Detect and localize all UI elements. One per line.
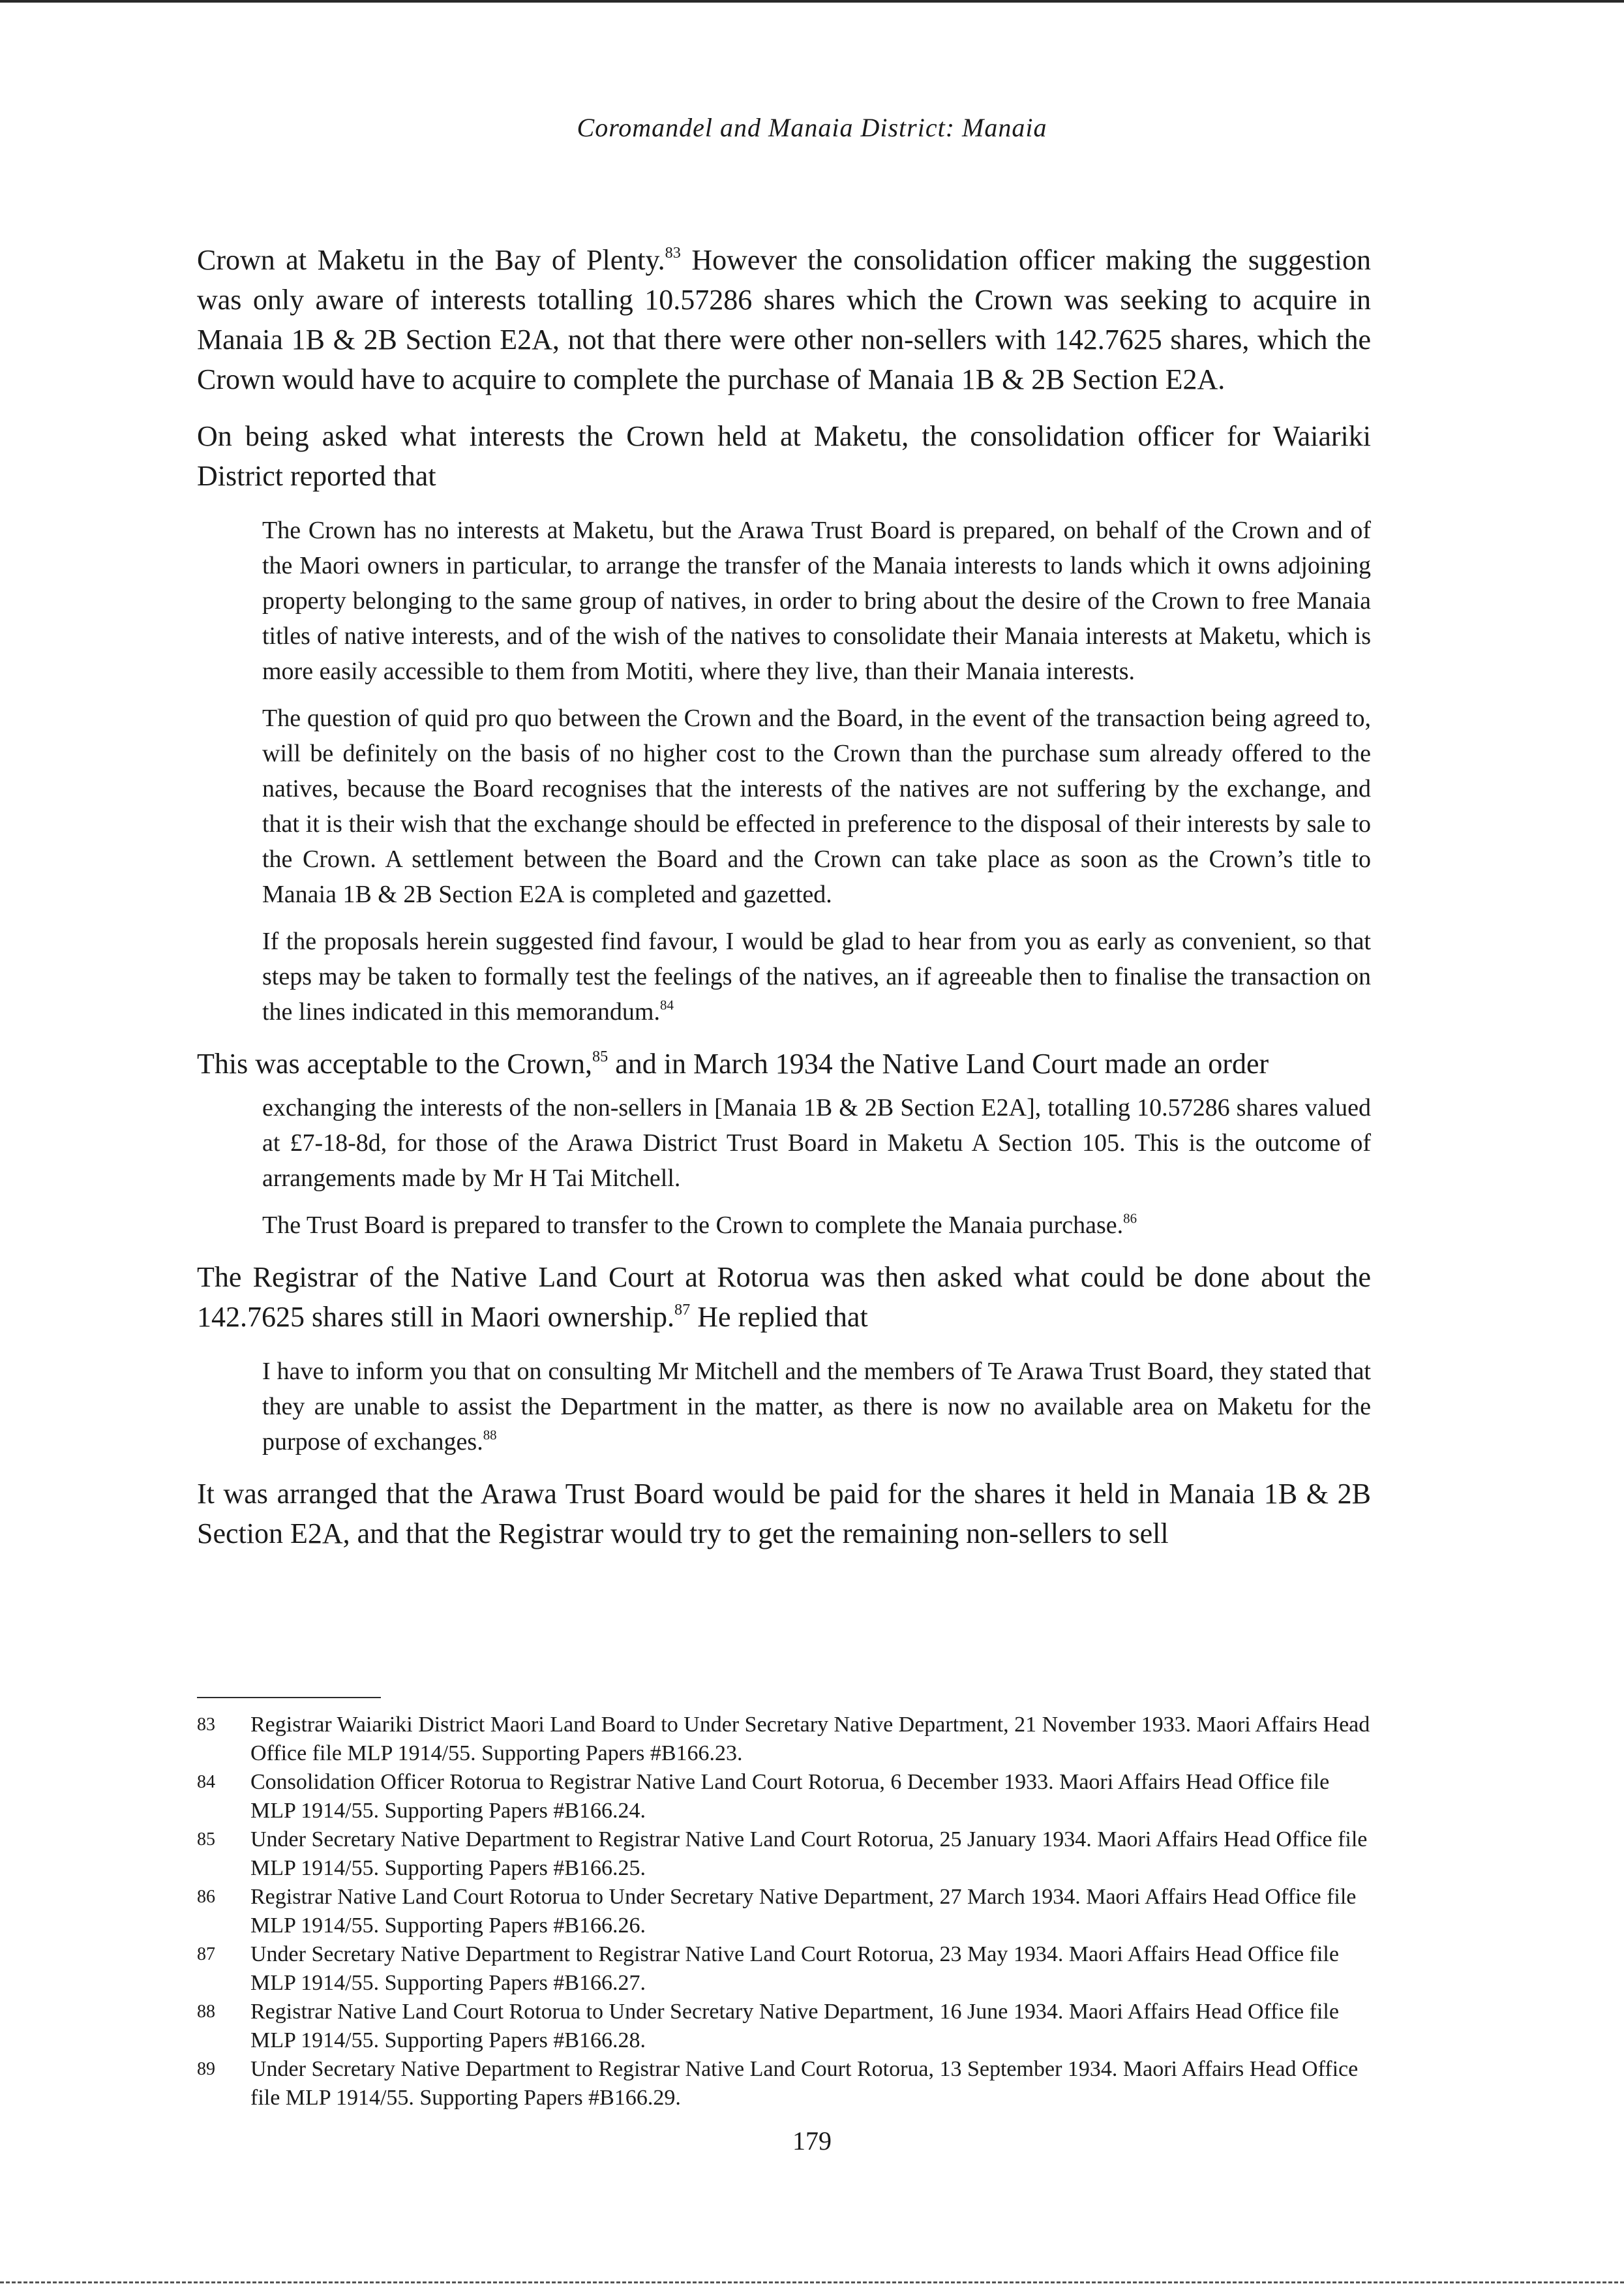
footnotes — [197, 1711, 1371, 2112]
footnote-text: Under Secretary Native Department to Registrar Native Land Court Rotorua, 13 September 1934. Maori Affairs Head Office file MLP 1914/55. Supporting Papers #B166.29. — [250, 2057, 1359, 2110]
paragraph-3 — [197, 1044, 1371, 1084]
quote-paragraph-3-text: If the proposals herein suggested find favour, I would be glad to hear from you as early as convenient, so that steps may be taken to formally test the feelings of the natives, an if agreeable then to finalise the transaction on the lines indicated in this memorandum. — [262, 928, 1371, 1026]
footnote-ref-86[interactable]: 86 — [1123, 1210, 1137, 1227]
page-number: 179 — [792, 2126, 832, 2156]
paragraph-2: On being asked what interests the Crown held at Maketu, the consolidation officer for Waiariki District reported that — [197, 420, 1371, 492]
quote-paragraph-5-text: The Trust Board is prepared to transfer to the Crown to complete the Manaia purchase. — [262, 1212, 1124, 1239]
paragraph-5: It was arranged that the Arawa Trust Board would be paid for the shares it held in Manaia 1B & 2B Section E2A, and that the Registrar would try to get the remaining non-sellers to sell — [197, 1478, 1371, 1549]
paragraph-4 — [197, 1257, 1371, 1337]
quote-paragraph-1: The Crown has no interests at Maketu, but the Arawa Trust Board is prepared, on behalf of the Crown and of the Maori owners in particular, to arrange the transfer of the Manaia interests to lands which it owns adjoining property belonging to the same group of natives, in order to bring about the desire of the Crown to free Manaia titles of native interests, and of the wish of the natives to consolidate their Manaia interests at Maketu, which is more easily accessible to them from Motiti, where they live, than their Manaia interests. — [262, 517, 1371, 685]
paragraph-1-text-b: However the consolidation officer making the suggestion was only aware of interests totalling 10.57286 shares which the Crown was seeking to acquire in Manaia 1B & 2B Section E2A, not that there were other non-sellers with 142.7625 shares, which the Crown would have to acquire to complete the purchase of Manaia 1B & 2B Section E2A. — [197, 244, 1371, 395]
footnote-83 — [197, 1711, 1371, 1768]
footnote-ref-87[interactable]: 87 — [674, 1300, 691, 1318]
quote-paragraph-2: The question of quid pro quo between the Crown and the Board, in the event of the transaction being agreed to, will be definitely on the basis of no higher cost to the Crown than the purchase sum already offered to the natives, because the Board recognises that the interests of the natives are not suffering by the exchange, and that it is their wish that the exchange should be effected in preference to the disposal of their interests by sale to the Crown. A settlement between the Board and the Crown can take place as soon as the Crown’s title to Manaia 1B & 2B Section E2A is completed and gazetted. — [262, 705, 1371, 908]
paragraph-1 — [197, 240, 1371, 399]
footnote-number: 88 — [197, 2002, 215, 2022]
footnote-ref-83[interactable]: 83 — [665, 243, 681, 262]
footnote-89 — [197, 2055, 1371, 2112]
footnote-text: Registrar Native Land Court Rotorua to Under Secretary Native Department, 27 March 1934. Maori Affairs Head Office file MLP 1914/55. Supporting Papers #B166.26. — [250, 1885, 1357, 1938]
footnote-86 — [197, 1883, 1371, 1940]
quote-paragraph-4: exchanging the interests of the non-sellers in [Manaia 1B & 2B Section E2A], totalling 10.57286 shares valued at £7-18-8d, for those of the Arawa District Trust Board in Maketu A Section 105. This is the outcome of arrangements made by Mr H Tai Mitchell. — [262, 1094, 1371, 1192]
footnote-87 — [197, 1940, 1371, 1998]
footnote-text: Registrar Native Land Court Rotorua to Under Secretary Native Department, 16 June 1934. Maori Affairs Head Office file MLP 1914/55. Supporting Papers #B166.28. — [250, 2000, 1339, 2052]
footnote-ref-84[interactable]: 84 — [660, 997, 674, 1013]
footnote-number: 86 — [197, 1887, 215, 1907]
footnote-separator — [197, 1697, 381, 1698]
footnote-84 — [197, 1768, 1371, 1825]
footnote-text: Under Secretary Native Department to Registrar Native Land Court Rotorua, 25 January 1934. Maori Affairs Head Office file MLP 1914/55. Supporting Papers #B166.25. — [250, 1827, 1368, 1880]
bottom-border-rule — [0, 2281, 1624, 2283]
footnote-text: Consolidation Officer Rotorua to Registrar Native Land Court Rotorua, 6 December 1933. Maori Affairs Head Office file MLP 1914/55. Supporting Papers #B166.24. — [250, 1770, 1330, 1823]
footnote-number: 89 — [197, 2059, 215, 2079]
paragraph-3-text-b: and in March 1934 the Native Land Court made an order — [608, 1048, 1269, 1080]
paragraph-4-text-b: He replied that — [690, 1301, 868, 1333]
paragraph-3-text-a: This was acceptable to the Crown, — [197, 1048, 593, 1080]
footnote-ref-85[interactable]: 85 — [592, 1047, 609, 1065]
quote-paragraph-6-text: I have to inform you that on consulting Mr Mitchell and the members of Te Arawa Trust Board, they stated that they are unable to assist the Department in the matter, as there is now no available area on Maketu for the purpose of exchanges. — [262, 1358, 1371, 1455]
footnote-number: 83 — [197, 1714, 215, 1735]
footnote-number: 85 — [197, 1829, 215, 1850]
running-head: Coromandel and Manaia District: Manaia — [577, 113, 1047, 142]
block-quote-1 — [262, 513, 1371, 1029]
body-text — [197, 240, 1371, 1570]
footnote-text: Under Secretary Native Department to Registrar Native Land Court Rotorua, 23 May 1934. Maori Affairs Head Office file MLP 1914/55. Supporting Papers #B166.27. — [250, 1942, 1339, 1995]
paragraph-4-text-a: The Registrar of the Native Land Court at Rotorua was then asked what could be done about the 142.7625 shares still in Maori ownership. — [197, 1261, 1371, 1333]
quote-paragraph-5 — [262, 1208, 1371, 1243]
top-border-rule — [0, 0, 1624, 3]
quote-paragraph-3 — [262, 924, 1371, 1029]
footnote-88 — [197, 1998, 1371, 2055]
footnote-number: 87 — [197, 1944, 215, 1964]
block-quote-2 — [262, 1090, 1371, 1243]
block-quote-3 — [262, 1354, 1371, 1459]
quote-paragraph-6 — [262, 1354, 1371, 1459]
paragraph-1-text-a: Crown at Maketu in the Bay of Plenty. — [197, 244, 665, 276]
footnote-ref-88[interactable]: 88 — [483, 1427, 497, 1443]
footnote-number: 84 — [197, 1772, 215, 1792]
footnote-text: Registrar Waiariki District Maori Land Board to Under Secretary Native Department, 21 November 1933. Maori Affairs Head Office file MLP 1914/55. Supporting Papers #B166.23. — [250, 1713, 1370, 1765]
footnote-85 — [197, 1825, 1371, 1883]
